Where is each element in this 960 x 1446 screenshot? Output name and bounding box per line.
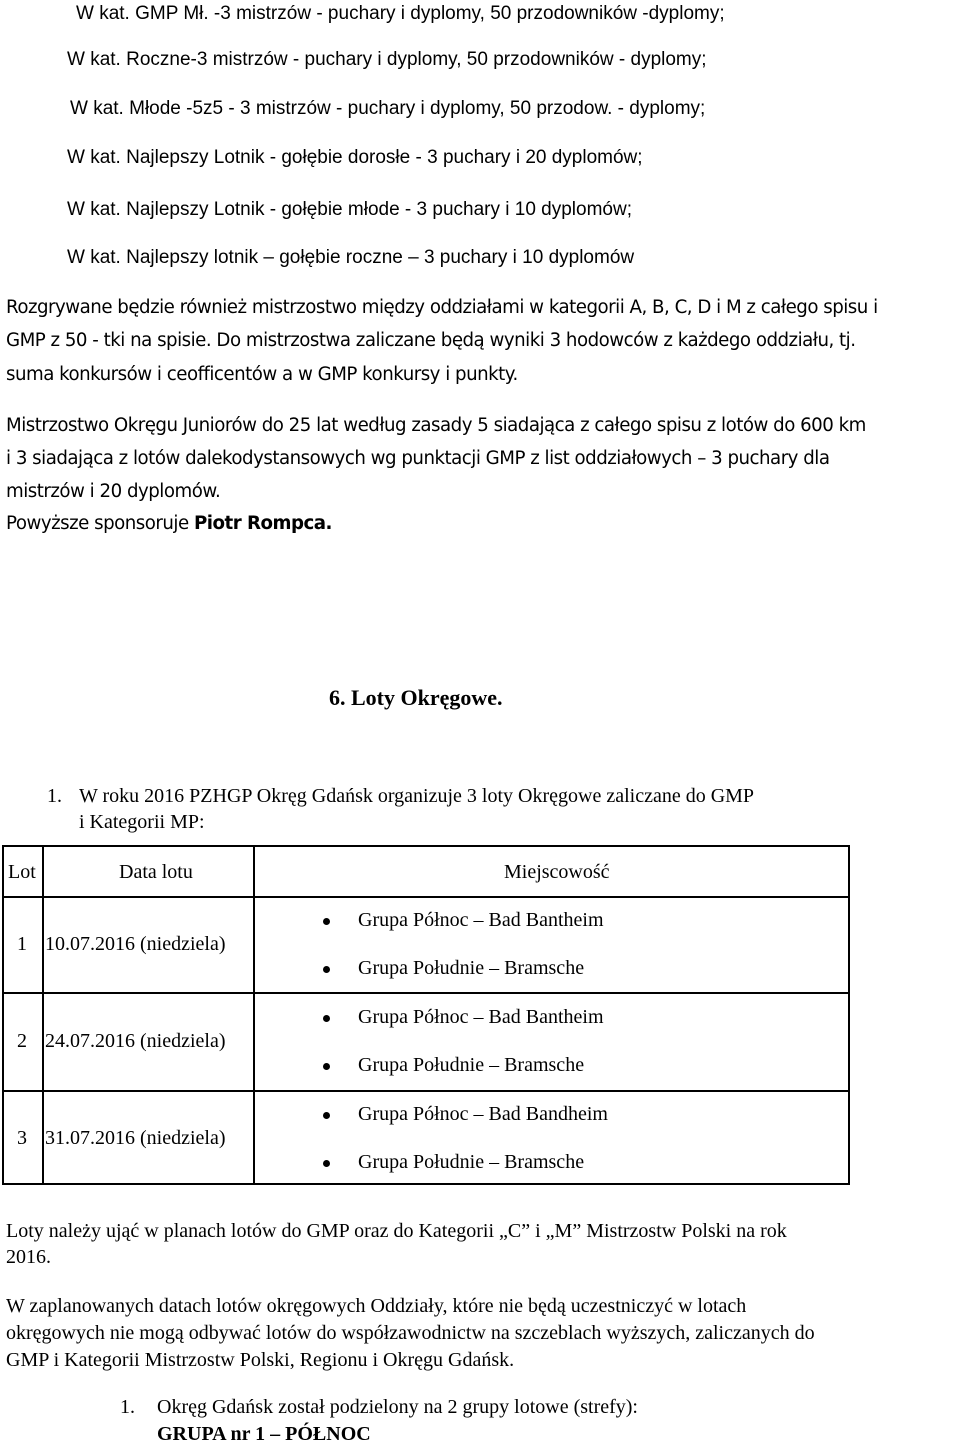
category-line: W kat. Roczne-3 mistrzów - puchary i dyplomy, 50 przodowników - dyplomy; bbox=[67, 49, 707, 70]
note-line: GMP i Kategorii Mistrzostw Polski, Regionu i Okręgu Gdańsk. bbox=[6, 1349, 515, 1371]
championship-paragraph-line: suma konkursów i ceofficentów a w GMP konkursy i punkty. bbox=[6, 364, 518, 385]
championship-paragraph-line: Rozgrywane będzie również mistrzostwo między oddziałami w kategorii A, B, C, D i M z całego spisu i bbox=[6, 297, 878, 318]
note-line: 2016. bbox=[6, 1246, 51, 1268]
group-heading: GRUPA nr 1 – PÓŁNOC bbox=[157, 1423, 371, 1445]
table-header-lot: Lot bbox=[8, 861, 36, 883]
table-cell-date: 10.07.2016 (niedziela) bbox=[45, 933, 226, 955]
juniors-paragraph-line: mistrzów i 20 dyplomów. bbox=[6, 481, 221, 502]
note-line: W zaplanowanych datach lotów okręgowych Oddziały, które nie będą uczestniczyć w lotach bbox=[6, 1295, 747, 1317]
table-cell-date: 31.07.2016 (niedziela) bbox=[45, 1127, 226, 1149]
table-cell-lot: 2 bbox=[17, 1030, 27, 1052]
section-heading: 6. Loty Okręgowe. bbox=[329, 685, 503, 710]
category-line: W kat. Najlepszy Lotnik - gołębie młode - 3 puchary i 10 dyplomów; bbox=[67, 199, 632, 220]
championship-paragraph-line: GMP z 50 - tki na spisie. Do mistrzostwa zaliczane będą wyniki 3 hodowców z każdego oddziału, tj. bbox=[6, 330, 856, 351]
table-header-date: Data lotu bbox=[119, 861, 193, 883]
note-line: Loty należy ująć w planach lotów do GMP oraz do Kategorii „C” i „M” Mistrzostw Polski na rok bbox=[6, 1220, 787, 1242]
category-line: W kat. Najlepszy Lotnik - gołębie dorosłe - 3 puchary i 20 dyplomów; bbox=[67, 147, 643, 168]
final-item-number: 1. bbox=[120, 1396, 135, 1418]
final-item-text: Okręg Gdańsk został podzielony na 2 grupy lotowe (strefy): bbox=[157, 1396, 638, 1418]
table-cell-place: Grupa Południe – Bramsche bbox=[358, 957, 585, 979]
table-cell-place: Grupa Północ – Bad Bandheim bbox=[358, 1103, 608, 1125]
table-cell-lot: 1 bbox=[17, 933, 27, 955]
intro-item-line: i Kategorii MP: bbox=[79, 811, 205, 833]
bullet-icon bbox=[323, 966, 330, 973]
table-cell-place: Grupa Południe – Bramsche bbox=[358, 1151, 585, 1173]
table-divider bbox=[4, 992, 848, 994]
juniors-paragraph-line: Mistrzostwo Okręgu Juniorów do 25 lat według zasady 5 siadająca z całego spisu z lotów do 600 km bbox=[6, 415, 866, 436]
sponsor-prefix: Powyższe sponsoruje bbox=[6, 513, 194, 534]
bullet-icon bbox=[323, 1160, 330, 1167]
table-cell-place: Grupa Północ – Bad Bantheim bbox=[358, 909, 604, 931]
bullet-icon bbox=[323, 1063, 330, 1070]
flights-table bbox=[2, 845, 850, 1185]
juniors-paragraph-line: i 3 siadająca z lotów dalekodystansowych wg punktacji GMP z list oddziałowych – 3 puchary dla bbox=[6, 448, 830, 469]
bullet-icon bbox=[323, 918, 330, 925]
sponsor-name: Piotr Rompca. bbox=[193, 513, 332, 534]
category-line: W kat. Młode -5z5 - 3 mistrzów - puchary i dyplomy, 50 przodow. - dyplomy; bbox=[70, 98, 706, 119]
table-cell-date: 24.07.2016 (niedziela) bbox=[45, 1030, 226, 1052]
category-line: W kat. GMP Mł. -3 mistrzów - puchary i dyplomy, 50 przodowników -dyplomy; bbox=[76, 3, 725, 24]
category-line: W kat. Najlepszy lotnik – gołębie roczne – 3 puchary i 10 dyplomów bbox=[67, 247, 635, 268]
intro-item-number: 1. bbox=[47, 785, 62, 807]
table-divider bbox=[4, 1090, 848, 1092]
bullet-icon bbox=[323, 1015, 330, 1022]
table-cell-place: Grupa Południe – Bramsche bbox=[358, 1054, 585, 1076]
intro-item-line: W roku 2016 PZHGP Okręg Gdańsk organizuje 3 loty Okręgowe zaliczane do GMP bbox=[79, 785, 755, 807]
bullet-icon bbox=[323, 1112, 330, 1119]
table-cell-lot: 3 bbox=[17, 1127, 27, 1149]
table-cell-place: Grupa Północ – Bad Bantheim bbox=[358, 1006, 604, 1028]
table-divider bbox=[4, 896, 848, 898]
note-line: okręgowych nie mogą odbywać lotów do współzawodnictw na szczeblach wyższych, zaliczanych do bbox=[6, 1322, 815, 1344]
sponsor-line bbox=[6, 513, 332, 534]
table-header-place: Miejscowość bbox=[504, 861, 610, 883]
